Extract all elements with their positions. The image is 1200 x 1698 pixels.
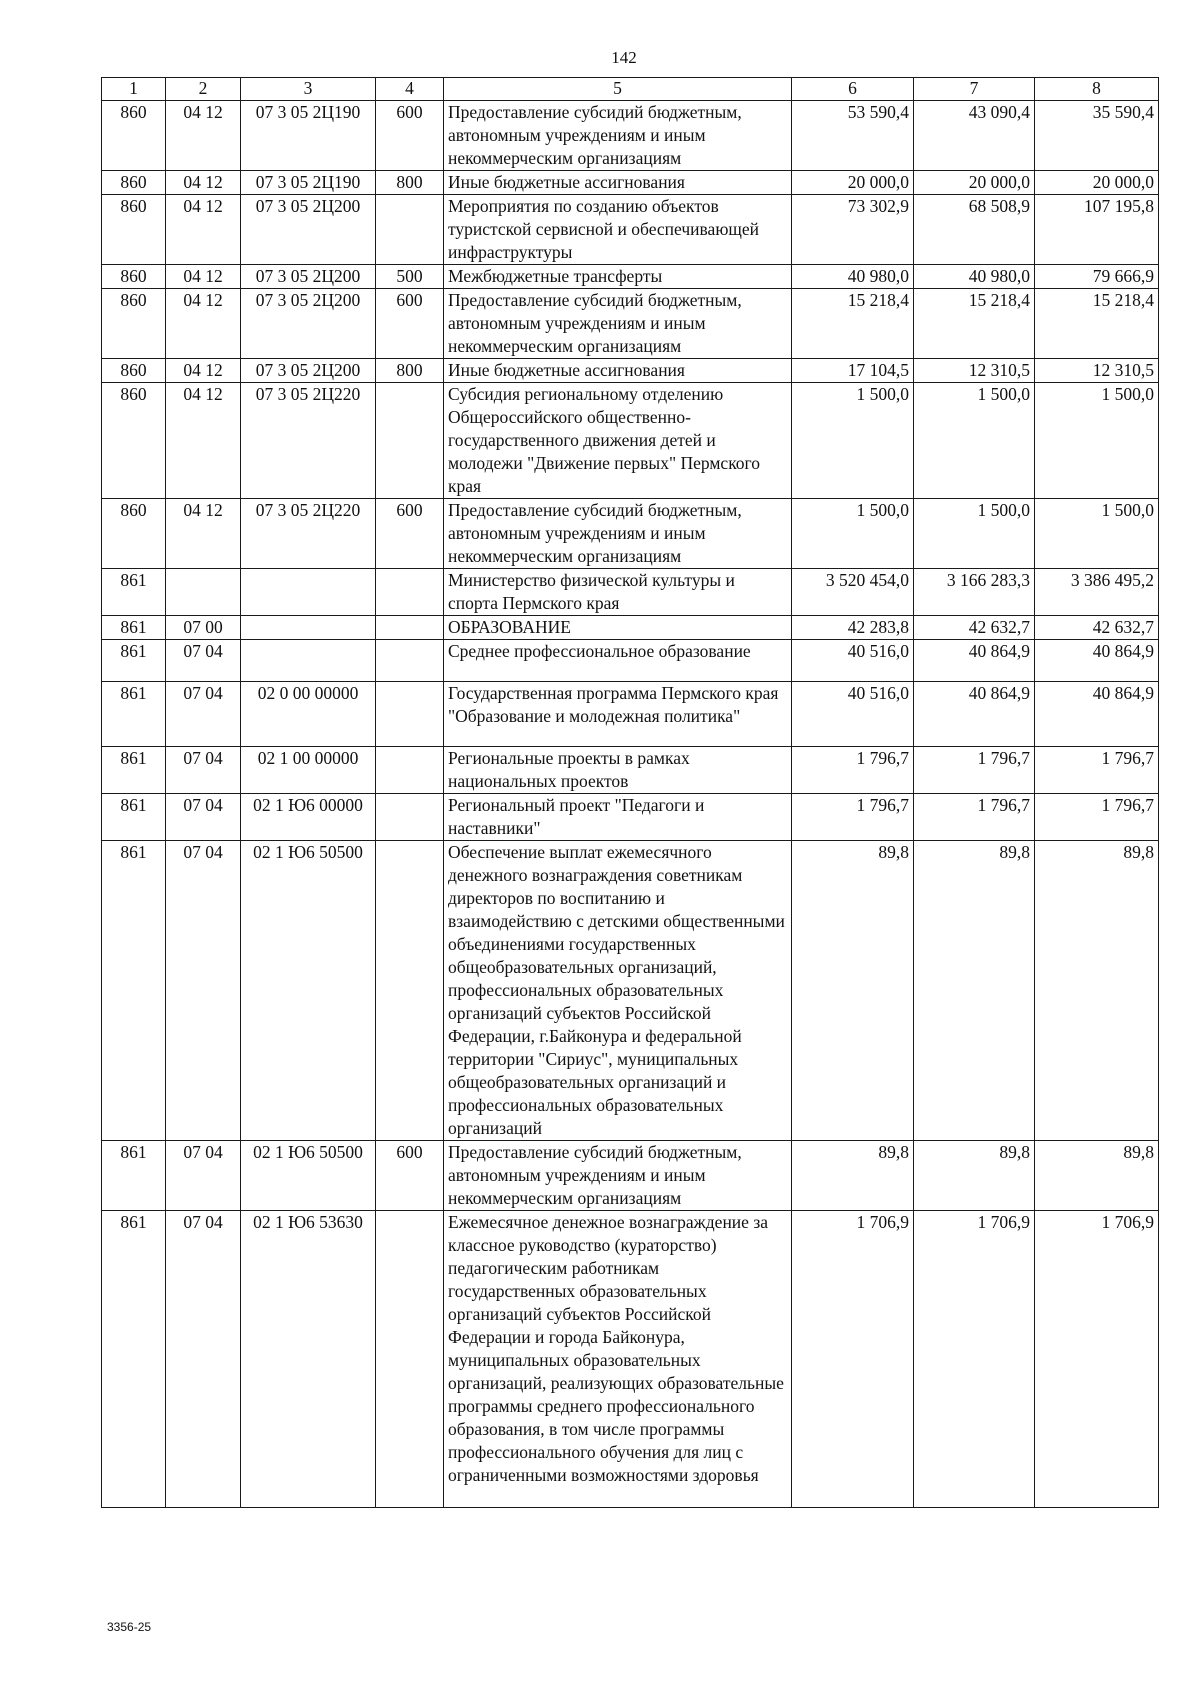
description-cell: Иные бюджетные ассигнования <box>444 359 792 383</box>
amount-col6-cell: 42 283,8 <box>792 616 914 640</box>
table-body <box>102 101 1159 1508</box>
amount-col6-cell: 40 516,0 <box>792 640 914 682</box>
table-row <box>102 171 1159 195</box>
amount-col6-cell: 1 500,0 <box>792 499 914 569</box>
amount-col7-cell: 40 980,0 <box>914 265 1035 289</box>
table-row <box>102 1141 1159 1211</box>
amount-col7-cell: 40 864,9 <box>914 682 1035 747</box>
amount-col8-cell: 1 706,9 <box>1035 1211 1159 1508</box>
column-header: 8 <box>1035 78 1159 101</box>
table-row <box>102 747 1159 794</box>
code-expense-type-cell <box>376 195 444 265</box>
description-cell: Предоставление субсидий бюджетным, автономным учреждениям и иным некоммерческим организациям <box>444 1141 792 1211</box>
code-admin-cell: 861 <box>102 841 166 1141</box>
column-header: 6 <box>792 78 914 101</box>
amount-col6-cell: 89,8 <box>792 1141 914 1211</box>
amount-col8-cell: 107 195,8 <box>1035 195 1159 265</box>
code-admin-cell: 861 <box>102 747 166 794</box>
description-cell: Предоставление субсидий бюджетным, автономным учреждениям и иным некоммерческим организациям <box>444 101 792 171</box>
code-section-cell: 07 04 <box>166 1141 241 1211</box>
table-row <box>102 265 1159 289</box>
amount-col7-cell: 20 000,0 <box>914 171 1035 195</box>
table-row <box>102 195 1159 265</box>
code-target-cell: 07 3 05 2Ц190 <box>241 171 376 195</box>
code-admin-cell: 860 <box>102 499 166 569</box>
column-header: 5 <box>444 78 792 101</box>
code-expense-type-cell <box>376 1211 444 1508</box>
code-section-cell <box>166 569 241 616</box>
amount-col8-cell: 40 864,9 <box>1035 640 1159 682</box>
code-section-cell: 07 04 <box>166 841 241 1141</box>
description-cell: Среднее профессиональное образование <box>444 640 792 682</box>
amount-col7-cell: 1 500,0 <box>914 383 1035 499</box>
code-admin-cell: 860 <box>102 289 166 359</box>
code-expense-type-cell <box>376 841 444 1141</box>
description-cell: Межбюджетные трансферты <box>444 265 792 289</box>
code-section-cell: 04 12 <box>166 101 241 171</box>
amount-col6-cell: 3 520 454,0 <box>792 569 914 616</box>
description-cell: Иные бюджетные ассигнования <box>444 171 792 195</box>
column-header: 1 <box>102 78 166 101</box>
table-row <box>102 682 1159 747</box>
code-expense-type-cell: 600 <box>376 499 444 569</box>
code-target-cell: 02 1 Ю6 50500 <box>241 1141 376 1211</box>
amount-col8-cell: 89,8 <box>1035 841 1159 1141</box>
code-admin-cell: 861 <box>102 1141 166 1211</box>
amount-col7-cell: 12 310,5 <box>914 359 1035 383</box>
table-row <box>102 640 1159 682</box>
code-section-cell: 04 12 <box>166 171 241 195</box>
amount-col8-cell: 79 666,9 <box>1035 265 1159 289</box>
code-target-cell: 07 3 05 2Ц200 <box>241 265 376 289</box>
amount-col8-cell: 40 864,9 <box>1035 682 1159 747</box>
description-cell: Министерство физической культуры и спорта Пермского края <box>444 569 792 616</box>
table-row <box>102 383 1159 499</box>
code-admin-cell: 860 <box>102 383 166 499</box>
document-code: 3356-25 <box>107 1620 152 1634</box>
description-cell: Субсидия региональному отделению Общероссийского общественно-государственного движения детей и молодежи "Движение первых" Пермского края <box>444 383 792 499</box>
code-section-cell: 04 12 <box>166 383 241 499</box>
code-admin-cell: 860 <box>102 171 166 195</box>
description-cell: Обеспечение выплат ежемесячного денежного вознаграждения советникам директоров по воспитанию и взаимодействию с детскими общественными объединениями государственных общеобразовательных организаций, профессиональных образовательных организаций субъектов Российской Федерации, г.Байконура и федеральной территории "Сириус", муниципальных общеобразовательных организаций и профессиональных образовательных организаций <box>444 841 792 1141</box>
header-row <box>102 78 1159 101</box>
code-target-cell: 07 3 05 2Ц200 <box>241 289 376 359</box>
table-row <box>102 841 1159 1141</box>
code-target-cell: 02 1 Ю6 53630 <box>241 1211 376 1508</box>
code-admin-cell: 860 <box>102 265 166 289</box>
code-expense-type-cell <box>376 640 444 682</box>
code-section-cell: 07 04 <box>166 747 241 794</box>
code-admin-cell: 861 <box>102 640 166 682</box>
code-target-cell: 02 1 Ю6 50500 <box>241 841 376 1141</box>
code-target-cell <box>241 640 376 682</box>
amount-col6-cell: 1 796,7 <box>792 747 914 794</box>
code-target-cell: 07 3 05 2Ц220 <box>241 499 376 569</box>
amount-col8-cell: 15 218,4 <box>1035 289 1159 359</box>
amount-col6-cell: 1 706,9 <box>792 1211 914 1508</box>
description-cell: Предоставление субсидий бюджетным, автономным учреждениям и иным некоммерческим организациям <box>444 499 792 569</box>
code-expense-type-cell <box>376 682 444 747</box>
code-expense-type-cell: 600 <box>376 1141 444 1211</box>
table-row <box>102 289 1159 359</box>
code-target-cell: 07 3 05 2Ц220 <box>241 383 376 499</box>
code-expense-type-cell: 600 <box>376 289 444 359</box>
code-target-cell: 07 3 05 2Ц200 <box>241 359 376 383</box>
amount-col7-cell: 42 632,7 <box>914 616 1035 640</box>
amount-col7-cell: 40 864,9 <box>914 640 1035 682</box>
budget-table <box>101 77 1159 1508</box>
amount-col7-cell: 43 090,4 <box>914 101 1035 171</box>
code-admin-cell: 861 <box>102 682 166 747</box>
code-admin-cell: 860 <box>102 195 166 265</box>
description-cell: ОБРАЗОВАНИЕ <box>444 616 792 640</box>
code-section-cell: 04 12 <box>166 265 241 289</box>
amount-col6-cell: 1 500,0 <box>792 383 914 499</box>
amount-col8-cell: 1 500,0 <box>1035 499 1159 569</box>
amount-col8-cell: 35 590,4 <box>1035 101 1159 171</box>
table-row <box>102 616 1159 640</box>
amount-col6-cell: 15 218,4 <box>792 289 914 359</box>
amount-col6-cell: 53 590,4 <box>792 101 914 171</box>
code-expense-type-cell: 500 <box>376 265 444 289</box>
code-admin-cell: 861 <box>102 1211 166 1508</box>
amount-col6-cell: 17 104,5 <box>792 359 914 383</box>
code-target-cell: 02 1 Ю6 00000 <box>241 794 376 841</box>
code-target-cell: 07 3 05 2Ц190 <box>241 101 376 171</box>
amount-col8-cell: 1 796,7 <box>1035 747 1159 794</box>
amount-col8-cell: 20 000,0 <box>1035 171 1159 195</box>
description-cell: Государственная программа Пермского края "Образование и молодежная политика" <box>444 682 792 747</box>
amount-col6-cell: 20 000,0 <box>792 171 914 195</box>
amount-col7-cell: 89,8 <box>914 841 1035 1141</box>
amount-col6-cell: 40 980,0 <box>792 265 914 289</box>
table-row <box>102 569 1159 616</box>
code-admin-cell: 861 <box>102 616 166 640</box>
code-target-cell: 02 0 00 00000 <box>241 682 376 747</box>
table-row <box>102 1211 1159 1508</box>
description-cell: Предоставление субсидий бюджетным, автономным учреждениям и иным некоммерческим организациям <box>444 289 792 359</box>
description-cell: Региональные проекты в рамках национальных проектов <box>444 747 792 794</box>
amount-col6-cell: 40 516,0 <box>792 682 914 747</box>
description-cell: Ежемесячное денежное вознаграждение за классное руководство (кураторство) педагогическим работникам государственных образовательных организаций субъектов Российской Федерации и города Байконура, муниципальных образовательных организаций, реализующих образовательные программы среднего профессионального образования, в том числе программы профессионального обучения для лиц с ограниченными возможностями здоровья <box>444 1211 792 1508</box>
amount-col7-cell: 68 508,9 <box>914 195 1035 265</box>
amount-col8-cell: 89,8 <box>1035 1141 1159 1211</box>
code-target-cell: 07 3 05 2Ц200 <box>241 195 376 265</box>
code-target-cell <box>241 569 376 616</box>
amount-col8-cell: 42 632,7 <box>1035 616 1159 640</box>
code-section-cell: 04 12 <box>166 499 241 569</box>
code-section-cell: 04 12 <box>166 359 241 383</box>
code-section-cell: 07 04 <box>166 1211 241 1508</box>
code-expense-type-cell <box>376 569 444 616</box>
table-row <box>102 499 1159 569</box>
amount-col7-cell: 1 796,7 <box>914 794 1035 841</box>
code-admin-cell: 860 <box>102 359 166 383</box>
amount-col6-cell: 89,8 <box>792 841 914 1141</box>
table-row <box>102 359 1159 383</box>
code-admin-cell: 861 <box>102 569 166 616</box>
code-section-cell: 07 04 <box>166 682 241 747</box>
code-expense-type-cell <box>376 747 444 794</box>
amount-col7-cell: 1 706,9 <box>914 1211 1035 1508</box>
amount-col8-cell: 12 310,5 <box>1035 359 1159 383</box>
amount-col7-cell: 3 166 283,3 <box>914 569 1035 616</box>
code-section-cell: 07 00 <box>166 616 241 640</box>
amount-col7-cell: 15 218,4 <box>914 289 1035 359</box>
column-header: 2 <box>166 78 241 101</box>
amount-col6-cell: 1 796,7 <box>792 794 914 841</box>
code-expense-type-cell <box>376 794 444 841</box>
amount-col6-cell: 73 302,9 <box>792 195 914 265</box>
description-cell: Региональный проект "Педагоги и наставники" <box>444 794 792 841</box>
column-header: 3 <box>241 78 376 101</box>
code-expense-type-cell <box>376 616 444 640</box>
amount-col7-cell: 89,8 <box>914 1141 1035 1211</box>
amount-col8-cell: 3 386 495,2 <box>1035 569 1159 616</box>
code-section-cell: 07 04 <box>166 794 241 841</box>
table-row <box>102 794 1159 841</box>
amount-col8-cell: 1 796,7 <box>1035 794 1159 841</box>
code-target-cell <box>241 616 376 640</box>
column-header: 4 <box>376 78 444 101</box>
code-admin-cell: 860 <box>102 101 166 171</box>
amount-col7-cell: 1 796,7 <box>914 747 1035 794</box>
description-cell: Мероприятия по созданию объектов туристской сервисной и обеспечивающей инфраструктуры <box>444 195 792 265</box>
code-section-cell: 04 12 <box>166 289 241 359</box>
code-section-cell: 04 12 <box>166 195 241 265</box>
code-section-cell: 07 04 <box>166 640 241 682</box>
code-target-cell: 02 1 00 00000 <box>241 747 376 794</box>
code-expense-type-cell <box>376 383 444 499</box>
page-number: 142 <box>611 48 637 67</box>
code-admin-cell: 861 <box>102 794 166 841</box>
table-row <box>102 101 1159 171</box>
code-expense-type-cell: 600 <box>376 101 444 171</box>
code-expense-type-cell: 800 <box>376 359 444 383</box>
amount-col7-cell: 1 500,0 <box>914 499 1035 569</box>
code-expense-type-cell: 800 <box>376 171 444 195</box>
column-header: 7 <box>914 78 1035 101</box>
amount-col8-cell: 1 500,0 <box>1035 383 1159 499</box>
